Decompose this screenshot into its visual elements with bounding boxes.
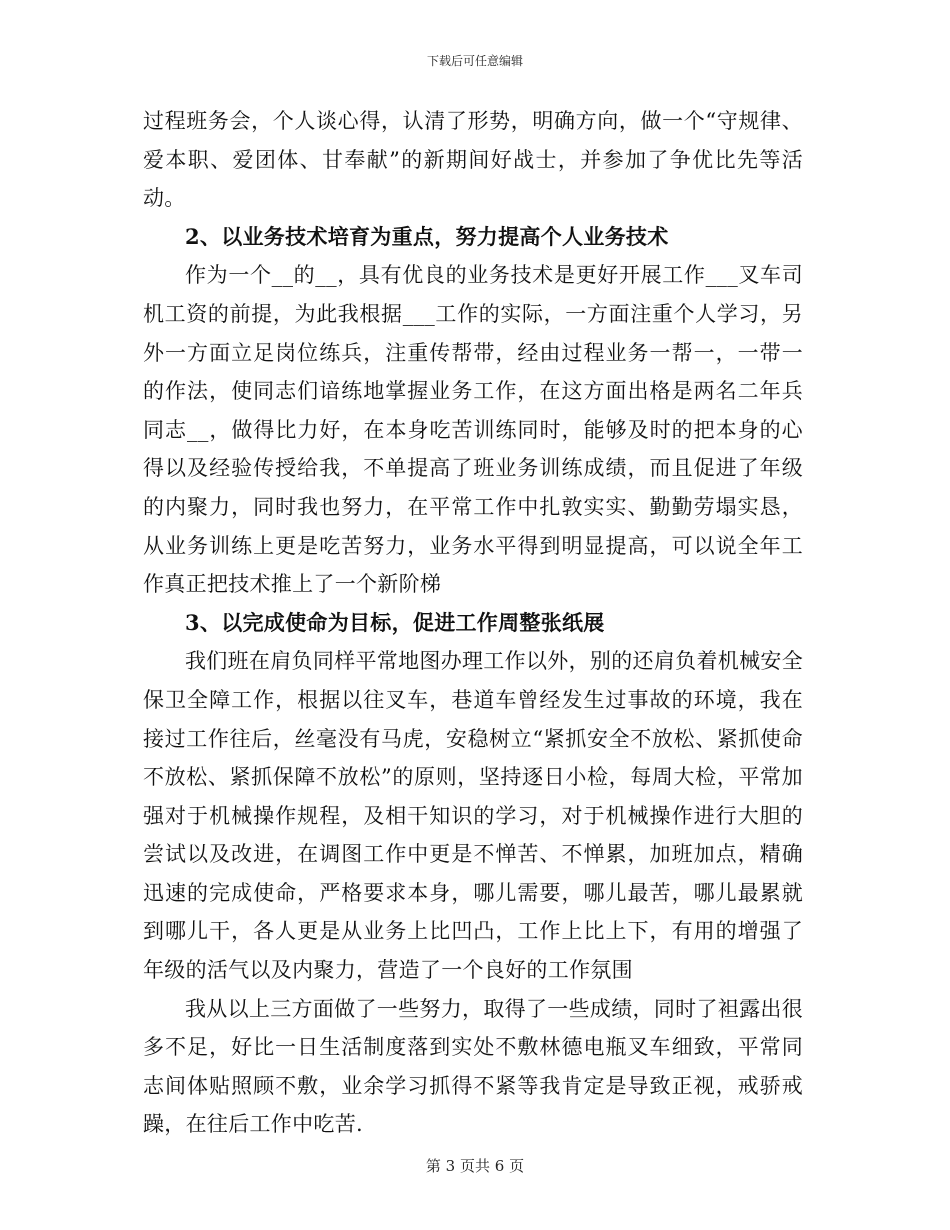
page-header: 下载后可任意编辑 [426, 54, 523, 68]
section-heading-2: 2、以业务技术培育为重点，努力提高个人业务技术 [185, 223, 669, 249]
paragraph-continuation: 过程班务会，个人谈心得，认清了形势，明确方向，做一个“守规律、爱本职、爱团体、甘奉献”的新期间好战士，并参加了争优比先等活动。 [143, 109, 803, 211]
paragraph-summary: 我从以上三方面做了一些努力，取得了一些成绩，同时了袒露出很多不足，好比一日生活制度落到实处不敷林德电瓶叉车细致，平常同志间体贴照顾不敷，业余学习抓得不紧等我肯定是导致正视，戒骄戒躁，在往后工作中吃苦. [143, 996, 803, 1137]
section-heading-3: 3、以完成使命为目标，促进工作周整张纸展 [185, 609, 605, 635]
document-body [143, 102, 803, 1144]
paragraph-technique: 作为一个__的__，具有优良的业务技术是更好开展工作___叉车司机工资的前提，为此我根据___工作的实际，一方面注重个人学习，另外一方面立足岗位练兵，注重传帮带，经由过程业务一帮一，一带一的作法，使同志们谙练地掌握业务工作，在这方面出格是两名二年兵同志__，做得比力好，在本身吃苦训练同时，能够及时的把本身的心得以及经验传授给我，不单提高了班业务训练成绩，而且促进了年级的内聚力，同时我也努力，在平常工作中扎敦实实、勤勤劳塌实恳，从业务训练上更是吃苦努力，业务水平得到明显提高，可以说全年工作真正把技术推上了一个新阶梯 [143, 263, 803, 597]
page-number: 第 3 页共 6 页 [425, 1157, 525, 1175]
paragraph-mission: 我们班在肩负同样平常地图办理工作以外，别的还肩负着机械安全保卫全障工作，根据以往叉车，巷道车曾经发生过事故的环境，我在接过工作往后，丝毫没有马虎，安稳树立“紧抓安全不放松、紧抓使命不放松、紧抓保障不放松”的原则，坚持逐日小检，每周大检，平常加强对于机械操作规程，及相干知识的学习，对于机械操作进行大胆的尝试以及改进，在调图工作中更是不惮苦、不惮累，加班加点，精确迅速的完成使命，严格要求本身，哪儿需要，哪儿最苦，哪儿最累就到哪儿干，各人更是从业务上比凹凸，工作上比上下，有用的增强了年级的活气以及内聚力，营造了一个良好的工作氛围 [143, 649, 803, 983]
